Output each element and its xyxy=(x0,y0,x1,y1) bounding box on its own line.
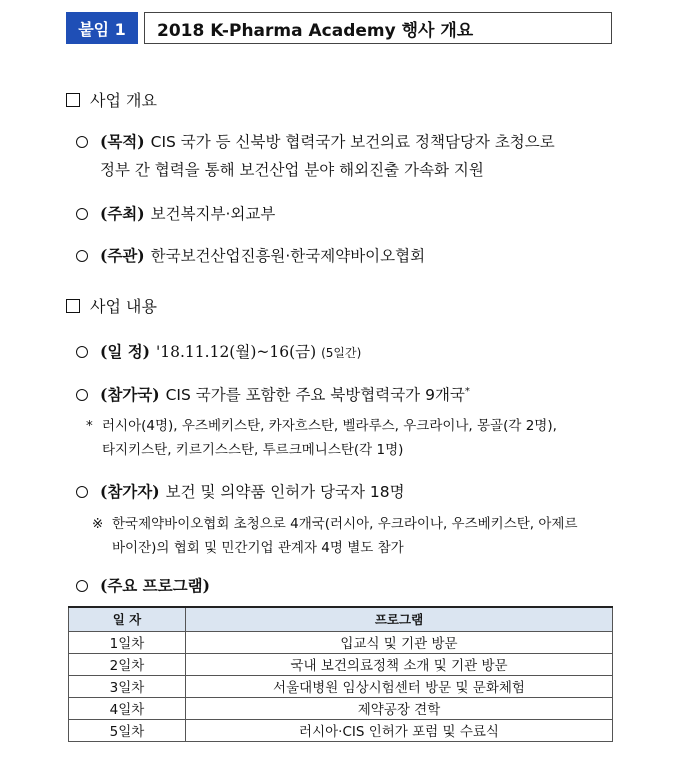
table-cell-day: 5일차 xyxy=(69,719,186,741)
square-bullet-icon xyxy=(66,93,80,107)
table-cell-program: 러시아·CIS 인허가 포럼 및 수료식 xyxy=(186,719,613,741)
circle-bullet-icon xyxy=(76,486,88,498)
table-row xyxy=(69,631,613,653)
item-label: (일 정) xyxy=(100,342,151,361)
column-header-day: 일 자 xyxy=(69,607,186,631)
table-header-row xyxy=(69,607,613,631)
square-bullet-icon xyxy=(66,299,80,313)
document-header xyxy=(66,12,612,44)
list-item-schedule xyxy=(76,338,636,367)
column-header-program: 프로그램 xyxy=(186,607,613,631)
list-item-purpose xyxy=(76,128,636,184)
circle-bullet-icon xyxy=(76,346,88,358)
reference-mark: ※ xyxy=(92,516,104,532)
footnote-line-continued: 타지키스탄, 키르기스스탄, 투르크메니스탄(각 1명) xyxy=(102,442,404,458)
table-row xyxy=(69,697,613,719)
list-item-host xyxy=(76,200,636,228)
footnote-marker: * xyxy=(464,386,470,397)
list-item-countries xyxy=(76,378,636,409)
list-item-organizer xyxy=(76,242,636,270)
item-label: (참가자) xyxy=(100,482,160,501)
circle-bullet-icon xyxy=(76,208,88,220)
attachment-badge: 붙임 1 xyxy=(66,12,138,44)
footnote-line: 러시아(4명), 우즈베키스탄, 카자흐스탄, 벨라루스, 우크라이나, 몽골(각 2명), xyxy=(102,418,557,434)
list-item-program xyxy=(76,572,636,600)
table-row xyxy=(69,719,613,741)
section-heading-text: 사업 내용 xyxy=(90,297,157,316)
item-text: CIS 국가 등 신북방 협력국가 보건의료 정책담당자 초청으로 xyxy=(150,133,555,151)
table-cell-day: 2일차 xyxy=(69,653,186,675)
item-label: (목적) xyxy=(100,132,145,151)
item-label: (주요 프로그램) xyxy=(100,576,210,595)
section-heading-text: 사업 개요 xyxy=(90,91,157,110)
item-text: '18.11.12(월)~16(금) xyxy=(156,343,317,361)
countries-footnote xyxy=(86,414,557,462)
page-title: 2018 K-Pharma Academy 행사 개요 xyxy=(144,12,612,44)
circle-bullet-icon xyxy=(76,580,88,592)
item-text-continued: 정부 간 협력을 통해 보건산업 분야 해외진출 가속화 지원 xyxy=(100,161,484,179)
circle-bullet-icon xyxy=(76,136,88,148)
item-label: (주최) xyxy=(100,204,145,223)
table-cell-day: 1일차 xyxy=(69,631,186,653)
item-text: CIS 국가를 포함한 주요 북방협력국가 9개국 xyxy=(165,386,465,405)
table-cell-day: 4일차 xyxy=(69,697,186,719)
table-cell-day: 3일차 xyxy=(69,675,186,697)
table-row xyxy=(69,675,613,697)
item-text: 보건 및 의약품 인허가 당국자 18명 xyxy=(165,483,405,501)
item-text: 한국보건산업진흥원·한국제약바이오협회 xyxy=(150,247,426,265)
table-cell-program: 서울대병원 임상시험센터 방문 및 문화체험 xyxy=(186,675,613,697)
item-label: (참가국) xyxy=(100,385,160,405)
item-note: (5일간) xyxy=(321,346,362,360)
table-row xyxy=(69,653,613,675)
list-item-participants xyxy=(76,478,636,506)
table-cell-program: 제약공장 견학 xyxy=(186,697,613,719)
item-label: (주관) xyxy=(100,246,145,265)
section-heading-content xyxy=(66,294,157,317)
participants-note xyxy=(92,512,578,560)
table-cell-program: 국내 보건의료정책 소개 및 기관 방문 xyxy=(186,653,613,675)
footnote-mark: * xyxy=(86,418,93,434)
note-line: 한국제약바이오협회 초청으로 4개국(러시아, 우크라이나, 우즈베키스탄, 아제르 xyxy=(112,516,578,532)
section-heading-overview xyxy=(66,88,157,111)
circle-bullet-icon xyxy=(76,389,88,401)
circle-bullet-icon xyxy=(76,250,88,262)
item-text: 보건복지부·외교부 xyxy=(150,205,276,223)
program-table xyxy=(68,606,613,742)
table-cell-program: 입교식 및 기관 방문 xyxy=(186,631,613,653)
note-line-continued: 바이잔)의 협회 및 민간기업 관계자 4명 별도 참가 xyxy=(112,540,404,556)
